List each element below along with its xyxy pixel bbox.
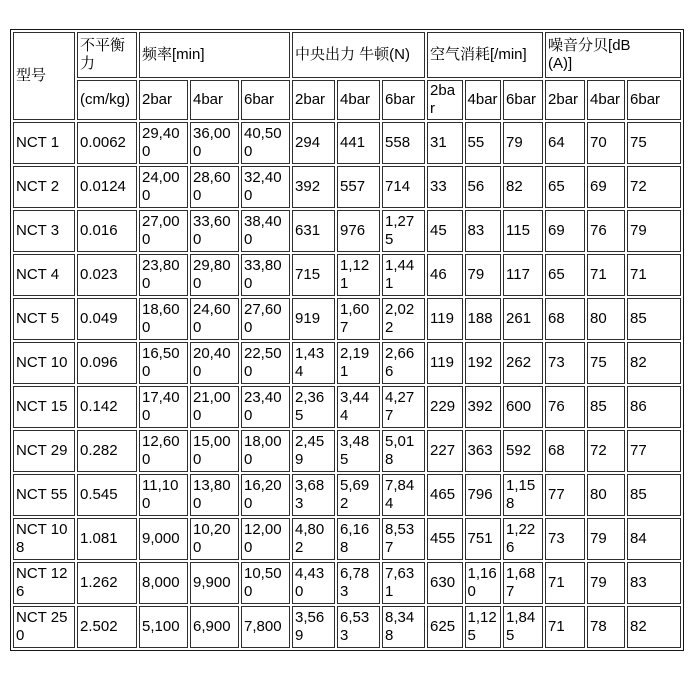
value-cell-noise-2bar: 76 xyxy=(545,386,585,428)
value-cell-air-6bar: 592 xyxy=(503,430,543,472)
header-unbalance-unit-cell: (cm/kg) xyxy=(77,80,137,120)
table-row xyxy=(13,254,681,296)
value-cell-output-4bar: 2,191 xyxy=(337,342,380,384)
value-cell-noise-4bar: 80 xyxy=(587,298,625,340)
value-cell-noise-6bar: 71 xyxy=(627,254,681,296)
value-cell-air-4bar: 392 xyxy=(465,386,502,428)
value-cell-freq-2bar: 18,600 xyxy=(139,298,188,340)
value-cell-freq-4bar: 36,000 xyxy=(190,122,239,164)
value-cell-noise-2bar: 65 xyxy=(545,166,585,208)
header-group-air: 空气消耗[/min] xyxy=(427,32,543,78)
value-cell-noise-4bar: 72 xyxy=(587,430,625,472)
value-cell-air-6bar: 1,845 xyxy=(503,606,543,648)
value-cell-air-2bar: 119 xyxy=(427,298,463,340)
value-cell-freq-2bar: 8,000 xyxy=(139,562,188,604)
value-cell-output-2bar: 3,569 xyxy=(292,606,335,648)
value-cell-air-2bar: 31 xyxy=(427,122,463,164)
value-cell-noise-6bar: 77 xyxy=(627,430,681,472)
value-cell-freq-6bar: 18,000 xyxy=(241,430,290,472)
value-cell-output-6bar: 4,277 xyxy=(382,386,425,428)
value-cell-noise-4bar: 76 xyxy=(587,210,625,252)
value-cell-noise-4bar: 80 xyxy=(587,474,625,516)
unbalance-cell: 0.023 xyxy=(77,254,137,296)
header-sub-output-2bar: 2bar xyxy=(292,80,335,120)
value-cell-air-2bar: 46 xyxy=(427,254,463,296)
value-cell-freq-2bar: 23,800 xyxy=(139,254,188,296)
value-cell-air-6bar: 600 xyxy=(503,386,543,428)
table-row xyxy=(13,562,681,604)
header-group-output: 中央出力 牛顿(N) xyxy=(292,32,425,78)
model-cell: NCT 55 xyxy=(13,474,75,516)
value-cell-air-4bar: 751 xyxy=(465,518,502,560)
unbalance-cell: 0.016 xyxy=(77,210,137,252)
model-cell: NCT 250 xyxy=(13,606,75,648)
table-row xyxy=(13,518,681,560)
value-cell-freq-2bar: 5,100 xyxy=(139,606,188,648)
value-cell-output-2bar: 2,459 xyxy=(292,430,335,472)
value-cell-air-4bar: 79 xyxy=(465,254,502,296)
value-cell-output-4bar: 441 xyxy=(337,122,380,164)
value-cell-freq-6bar: 33,800 xyxy=(241,254,290,296)
value-cell-noise-6bar: 85 xyxy=(627,474,681,516)
value-cell-freq-6bar: 16,200 xyxy=(241,474,290,516)
value-cell-freq-6bar: 7,800 xyxy=(241,606,290,648)
value-cell-air-2bar: 33 xyxy=(427,166,463,208)
value-cell-output-4bar: 6,783 xyxy=(337,562,380,604)
header-group-noise-label: 噪音分贝[dB(A)] xyxy=(548,37,631,72)
value-cell-output-2bar: 2,365 xyxy=(292,386,335,428)
value-cell-freq-4bar: 29,800 xyxy=(190,254,239,296)
unbalance-cell: 0.049 xyxy=(77,298,137,340)
table-row xyxy=(13,606,681,648)
model-cell: NCT 126 xyxy=(13,562,75,604)
header-unbalance-cell: 不平衡力 xyxy=(77,32,137,78)
value-cell-air-2bar: 229 xyxy=(427,386,463,428)
value-cell-freq-4bar: 15,000 xyxy=(190,430,239,472)
value-cell-noise-2bar: 77 xyxy=(545,474,585,516)
header-sub-freq-2bar: 2bar xyxy=(139,80,188,120)
header-row-subs xyxy=(13,80,681,120)
value-cell-air-4bar: 1,125 xyxy=(465,606,502,648)
value-cell-air-6bar: 1,158 xyxy=(503,474,543,516)
value-cell-output-4bar: 976 xyxy=(337,210,380,252)
value-cell-freq-6bar: 23,400 xyxy=(241,386,290,428)
spec-table xyxy=(10,29,684,651)
value-cell-output-6bar: 558 xyxy=(382,122,425,164)
unbalance-cell: 0.142 xyxy=(77,386,137,428)
value-cell-freq-4bar: 20,400 xyxy=(190,342,239,384)
value-cell-noise-2bar: 68 xyxy=(545,430,585,472)
value-cell-freq-2bar: 27,000 xyxy=(139,210,188,252)
value-cell-air-2bar: 227 xyxy=(427,430,463,472)
value-cell-noise-6bar: 84 xyxy=(627,518,681,560)
value-cell-air-6bar: 1,226 xyxy=(503,518,543,560)
unbalance-cell: 0.096 xyxy=(77,342,137,384)
value-cell-noise-4bar: 69 xyxy=(587,166,625,208)
value-cell-air-4bar: 188 xyxy=(465,298,502,340)
model-cell: NCT 29 xyxy=(13,430,75,472)
value-cell-freq-6bar: 10,500 xyxy=(241,562,290,604)
header-sub-noise-4bar: 4bar xyxy=(587,80,625,120)
value-cell-air-2bar: 465 xyxy=(427,474,463,516)
value-cell-freq-6bar: 22,500 xyxy=(241,342,290,384)
value-cell-freq-2bar: 17,400 xyxy=(139,386,188,428)
table-row xyxy=(13,122,681,164)
value-cell-air-2bar: 625 xyxy=(427,606,463,648)
value-cell-air-2bar: 630 xyxy=(427,562,463,604)
header-sub-air-2bar: 2bar xyxy=(427,80,463,120)
value-cell-freq-4bar: 24,600 xyxy=(190,298,239,340)
value-cell-output-2bar: 631 xyxy=(292,210,335,252)
value-cell-air-4bar: 796 xyxy=(465,474,502,516)
header-sub-output-6bar: 6bar xyxy=(382,80,425,120)
model-cell: NCT 3 xyxy=(13,210,75,252)
unbalance-cell: 0.282 xyxy=(77,430,137,472)
value-cell-output-6bar: 1,441 xyxy=(382,254,425,296)
value-cell-output-2bar: 4,802 xyxy=(292,518,335,560)
model-cell: NCT 1 xyxy=(13,122,75,164)
value-cell-output-4bar: 1,121 xyxy=(337,254,380,296)
value-cell-noise-4bar: 71 xyxy=(587,254,625,296)
value-cell-noise-4bar: 79 xyxy=(587,518,625,560)
value-cell-noise-2bar: 71 xyxy=(545,606,585,648)
value-cell-freq-4bar: 33,600 xyxy=(190,210,239,252)
value-cell-freq-6bar: 12,000 xyxy=(241,518,290,560)
value-cell-freq-4bar: 9,900 xyxy=(190,562,239,604)
value-cell-freq-4bar: 6,900 xyxy=(190,606,239,648)
value-cell-freq-6bar: 38,400 xyxy=(241,210,290,252)
table-head xyxy=(13,32,681,120)
value-cell-output-2bar: 3,683 xyxy=(292,474,335,516)
value-cell-noise-6bar: 85 xyxy=(627,298,681,340)
value-cell-noise-2bar: 65 xyxy=(545,254,585,296)
value-cell-output-2bar: 715 xyxy=(292,254,335,296)
header-group-noise xyxy=(545,32,681,78)
value-cell-output-6bar: 1,275 xyxy=(382,210,425,252)
header-sub-freq-4bar: 4bar xyxy=(190,80,239,120)
value-cell-freq-4bar: 13,800 xyxy=(190,474,239,516)
value-cell-output-4bar: 5,692 xyxy=(337,474,380,516)
value-cell-air-4bar: 83 xyxy=(465,210,502,252)
unbalance-cell: 0.0124 xyxy=(77,166,137,208)
value-cell-output-4bar: 6,168 xyxy=(337,518,380,560)
value-cell-noise-6bar: 82 xyxy=(627,606,681,648)
value-cell-output-4bar: 1,607 xyxy=(337,298,380,340)
value-cell-freq-6bar: 27,600 xyxy=(241,298,290,340)
value-cell-air-6bar: 261 xyxy=(503,298,543,340)
model-cell: NCT 5 xyxy=(13,298,75,340)
value-cell-output-6bar: 7,631 xyxy=(382,562,425,604)
value-cell-output-2bar: 1,434 xyxy=(292,342,335,384)
value-cell-noise-6bar: 79 xyxy=(627,210,681,252)
value-cell-output-6bar: 7,844 xyxy=(382,474,425,516)
value-cell-noise-4bar: 85 xyxy=(587,386,625,428)
value-cell-freq-2bar: 16,500 xyxy=(139,342,188,384)
unbalance-cell: 1.081 xyxy=(77,518,137,560)
value-cell-output-2bar: 919 xyxy=(292,298,335,340)
value-cell-freq-2bar: 24,000 xyxy=(139,166,188,208)
header-sub-air-4bar: 4bar xyxy=(465,80,502,120)
value-cell-noise-2bar: 68 xyxy=(545,298,585,340)
value-cell-air-6bar: 262 xyxy=(503,342,543,384)
unbalance-cell: 2.502 xyxy=(77,606,137,648)
value-cell-air-4bar: 55 xyxy=(465,122,502,164)
value-cell-air-6bar: 117 xyxy=(503,254,543,296)
value-cell-freq-6bar: 32,400 xyxy=(241,166,290,208)
value-cell-freq-2bar: 12,600 xyxy=(139,430,188,472)
value-cell-output-4bar: 3,485 xyxy=(337,430,380,472)
value-cell-output-6bar: 8,537 xyxy=(382,518,425,560)
value-cell-noise-2bar: 69 xyxy=(545,210,585,252)
table-row xyxy=(13,342,681,384)
value-cell-freq-2bar: 29,400 xyxy=(139,122,188,164)
table-body xyxy=(13,122,681,648)
value-cell-air-4bar: 1,160 xyxy=(465,562,502,604)
value-cell-air-6bar: 79 xyxy=(503,122,543,164)
unbalance-cell: 1.262 xyxy=(77,562,137,604)
value-cell-output-4bar: 3,444 xyxy=(337,386,380,428)
unbalance-cell: 0.0062 xyxy=(77,122,137,164)
value-cell-air-6bar: 1,687 xyxy=(503,562,543,604)
value-cell-output-6bar: 8,348 xyxy=(382,606,425,648)
header-sub-noise-6bar: 6bar xyxy=(627,80,681,120)
table-row xyxy=(13,210,681,252)
value-cell-noise-4bar: 70 xyxy=(587,122,625,164)
value-cell-output-2bar: 4,430 xyxy=(292,562,335,604)
header-sub-noise-2bar: 2bar xyxy=(545,80,585,120)
value-cell-noise-4bar: 75 xyxy=(587,342,625,384)
value-cell-air-2bar: 45 xyxy=(427,210,463,252)
header-sub-freq-6bar: 6bar xyxy=(241,80,290,120)
model-cell: NCT 15 xyxy=(13,386,75,428)
model-cell: NCT 108 xyxy=(13,518,75,560)
header-row-groups xyxy=(13,32,681,78)
model-cell: NCT 4 xyxy=(13,254,75,296)
table-row xyxy=(13,298,681,340)
model-cell: NCT 2 xyxy=(13,166,75,208)
value-cell-output-2bar: 392 xyxy=(292,166,335,208)
value-cell-freq-6bar: 40,500 xyxy=(241,122,290,164)
header-group-frequency: 频率[min] xyxy=(139,32,290,78)
value-cell-air-4bar: 56 xyxy=(465,166,502,208)
value-cell-freq-4bar: 21,000 xyxy=(190,386,239,428)
value-cell-output-2bar: 294 xyxy=(292,122,335,164)
value-cell-noise-6bar: 75 xyxy=(627,122,681,164)
value-cell-output-6bar: 2,666 xyxy=(382,342,425,384)
value-cell-noise-2bar: 73 xyxy=(545,518,585,560)
value-cell-output-4bar: 6,533 xyxy=(337,606,380,648)
value-cell-output-6bar: 5,018 xyxy=(382,430,425,472)
value-cell-air-4bar: 363 xyxy=(465,430,502,472)
model-cell: NCT 10 xyxy=(13,342,75,384)
value-cell-noise-2bar: 73 xyxy=(545,342,585,384)
value-cell-air-6bar: 82 xyxy=(503,166,543,208)
value-cell-output-4bar: 557 xyxy=(337,166,380,208)
value-cell-noise-6bar: 72 xyxy=(627,166,681,208)
value-cell-noise-4bar: 79 xyxy=(587,562,625,604)
value-cell-freq-4bar: 28,600 xyxy=(190,166,239,208)
value-cell-output-6bar: 714 xyxy=(382,166,425,208)
table-row xyxy=(13,474,681,516)
value-cell-noise-6bar: 82 xyxy=(627,342,681,384)
value-cell-noise-2bar: 71 xyxy=(545,562,585,604)
value-cell-air-2bar: 119 xyxy=(427,342,463,384)
value-cell-noise-4bar: 78 xyxy=(587,606,625,648)
unbalance-cell: 0.545 xyxy=(77,474,137,516)
value-cell-output-6bar: 2,022 xyxy=(382,298,425,340)
header-model-cell: 型号 xyxy=(13,32,75,120)
value-cell-noise-6bar: 83 xyxy=(627,562,681,604)
value-cell-noise-2bar: 64 xyxy=(545,122,585,164)
header-sub-air-6bar: 6bar xyxy=(503,80,543,120)
value-cell-air-4bar: 192 xyxy=(465,342,502,384)
value-cell-air-2bar: 455 xyxy=(427,518,463,560)
table-row xyxy=(13,430,681,472)
value-cell-freq-2bar: 11,100 xyxy=(139,474,188,516)
value-cell-noise-6bar: 86 xyxy=(627,386,681,428)
header-sub-output-4bar: 4bar xyxy=(337,80,380,120)
value-cell-freq-2bar: 9,000 xyxy=(139,518,188,560)
table-row xyxy=(13,166,681,208)
value-cell-air-6bar: 115 xyxy=(503,210,543,252)
value-cell-freq-4bar: 10,200 xyxy=(190,518,239,560)
table-row xyxy=(13,386,681,428)
